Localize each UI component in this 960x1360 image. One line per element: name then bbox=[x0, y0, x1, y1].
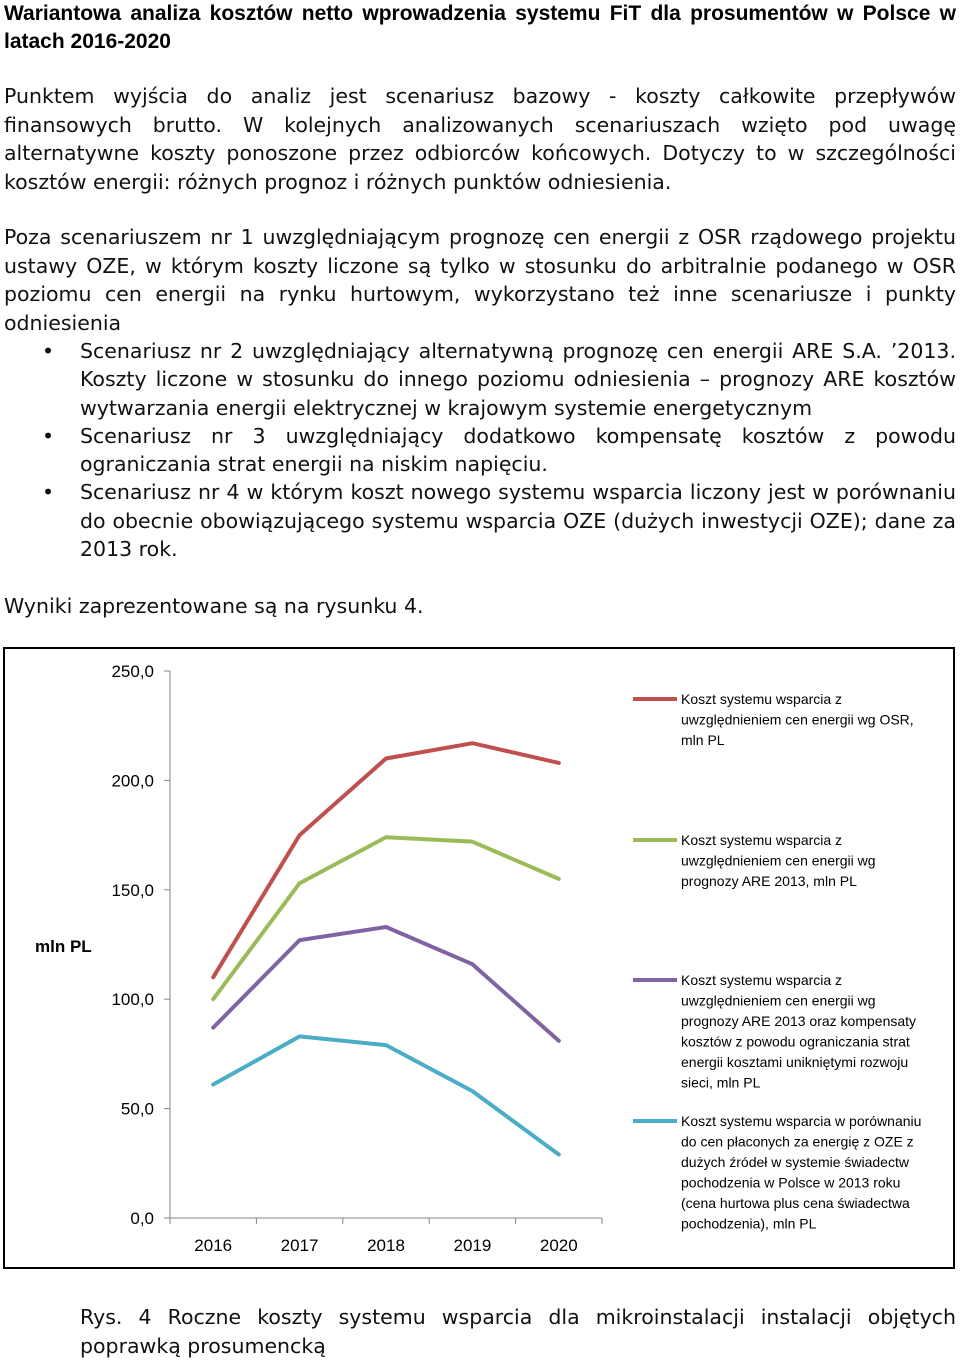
y-tick-label: 150,0 bbox=[111, 880, 154, 900]
list-item bbox=[4, 337, 956, 422]
series-line-3 bbox=[213, 927, 559, 1041]
legend-label-line: dużych źródeł w systemie świadectw bbox=[681, 1154, 909, 1170]
y-tick-label: 0,0 bbox=[130, 1209, 154, 1228]
list-item bbox=[4, 422, 956, 479]
series-line-1 bbox=[213, 743, 559, 977]
x-tick-label: 2016 bbox=[194, 1236, 233, 1255]
legend-label-line: Koszt systemu wsparcia z bbox=[681, 832, 843, 848]
y-tick-label: 50,0 bbox=[120, 1099, 154, 1119]
bullet-glyph: • bbox=[42, 480, 55, 505]
x-tick-label: 2018 bbox=[367, 1236, 405, 1255]
results-paragraph: Wyniki zaprezentowane są na rysunku 4. bbox=[4, 594, 424, 618]
page-heading: Wariantowa analiza kosztów netto wprowadzenia systemu FiT dla prosumentów w Polsce w latach 2016-2020 bbox=[4, 2, 956, 53]
x-tick-label: 2020 bbox=[539, 1236, 578, 1255]
y-axis-title: mln PL bbox=[35, 937, 92, 956]
legend-label-line: Koszt systemu wsparcia w porównaniu bbox=[681, 1113, 922, 1129]
series-line-4 bbox=[213, 1036, 559, 1154]
line-chart bbox=[5, 649, 953, 1267]
legend-label bbox=[681, 691, 914, 748]
legend-label-line: (cena hurtowa plus cena świadectwa bbox=[681, 1195, 910, 1211]
list-item bbox=[4, 478, 956, 563]
legend-label-line: uwzględnieniem cen energii wg OSR, bbox=[681, 711, 914, 728]
legend-label-line: pochodzenia), mln PL bbox=[681, 1215, 817, 1232]
scenarios-paragraph: Poza scenariuszem nr 1 uwzględniającym prognozę cen energii z OSR rządowego projektu ustawy OZE, w którym koszty liczone są tylko w stosunku do arbitralnie podanego w OSR poziomu cen energii na rynku hurtowym, wykorzystano też inne scenariusze i punkty odniesienia bbox=[4, 225, 956, 335]
legend-label-line: sieci, mln PL bbox=[681, 1074, 761, 1091]
y-tick-label: 250,0 bbox=[111, 662, 154, 681]
bullet-glyph: • bbox=[42, 423, 55, 448]
legend-label bbox=[681, 832, 876, 889]
list-item-text: Scenariusz nr 3 uwzględniający dodatkowo kompensatę kosztów z powodu ograniczania strat energii na niskim napięciu. bbox=[80, 423, 956, 477]
legend-label-line: mln PL bbox=[681, 732, 725, 748]
legend-label-line: prognozy ARE 2013 oraz kompensaty bbox=[681, 1013, 917, 1029]
intro-paragraph: Punktem wyjścia do analiz jest scenariusz bazowy - koszty całkowite przepływów finansowych brutto. W kolejnych analizowanych scenariuszach wzięto pod uwagę alternatywne koszty ponoszone przez odbiorców końcowych. Dotyczy to w szczególności kosztów energii: różnych prognoz i różnych punktów odniesienia. bbox=[4, 84, 956, 194]
y-tick-label: 100,0 bbox=[111, 990, 154, 1010]
legend-label-line: Koszt systemu wsparcia z bbox=[681, 691, 843, 707]
bullet-glyph: • bbox=[42, 339, 55, 363]
x-tick-label: 2017 bbox=[280, 1236, 319, 1255]
list-item-text: Scenariusz nr 2 uwzględniający alternatywną prognozę cen energii ARE S.A. ’2013. Koszty liczone w stosunku do innego poziomu odniesienia – prognozy ARE kosztów wytwarzania energii elektrycznej w krajowym systemie energetycznym bbox=[80, 339, 956, 420]
legend-label-line: Koszt systemu wsparcia z bbox=[681, 972, 843, 988]
legend-label-line: uwzględnieniem cen energii wg bbox=[681, 852, 876, 869]
legend-label-line: prognozy ARE 2013, mln PL bbox=[681, 873, 857, 889]
x-tick-label: 2019 bbox=[453, 1236, 492, 1255]
legend-label bbox=[681, 972, 916, 1091]
chart-figure bbox=[3, 647, 955, 1269]
legend-label-line: uwzględnieniem cen energii wg bbox=[681, 992, 876, 1009]
legend-label-line: do cen płaconych za energię z OZE z bbox=[681, 1133, 914, 1150]
legend-label-line: kosztów z powodu ograniczania strat bbox=[681, 1033, 910, 1050]
figure-caption: Rys. 4 Roczne koszty systemu wsparcia dla mikroinstalacji instalacji objętych poprawką prosumencką bbox=[80, 1305, 956, 1358]
legend-label-line: pochodzenia w Polsce w 2013 roku bbox=[681, 1174, 901, 1191]
legend-label-line: energii kosztami unikniętymi rozwoju bbox=[681, 1054, 909, 1070]
scenario-list bbox=[4, 337, 956, 563]
list-item-text: Scenariusz nr 4 w którym koszt nowego systemu wsparcia liczony jest w porównaniu do obecnie obowiązującego systemu wsparcia OZE (dużych inwestycji OZE); dane za 2013 rok. bbox=[80, 480, 956, 562]
legend-label bbox=[681, 1113, 921, 1232]
y-tick-label: 200,0 bbox=[111, 771, 154, 791]
